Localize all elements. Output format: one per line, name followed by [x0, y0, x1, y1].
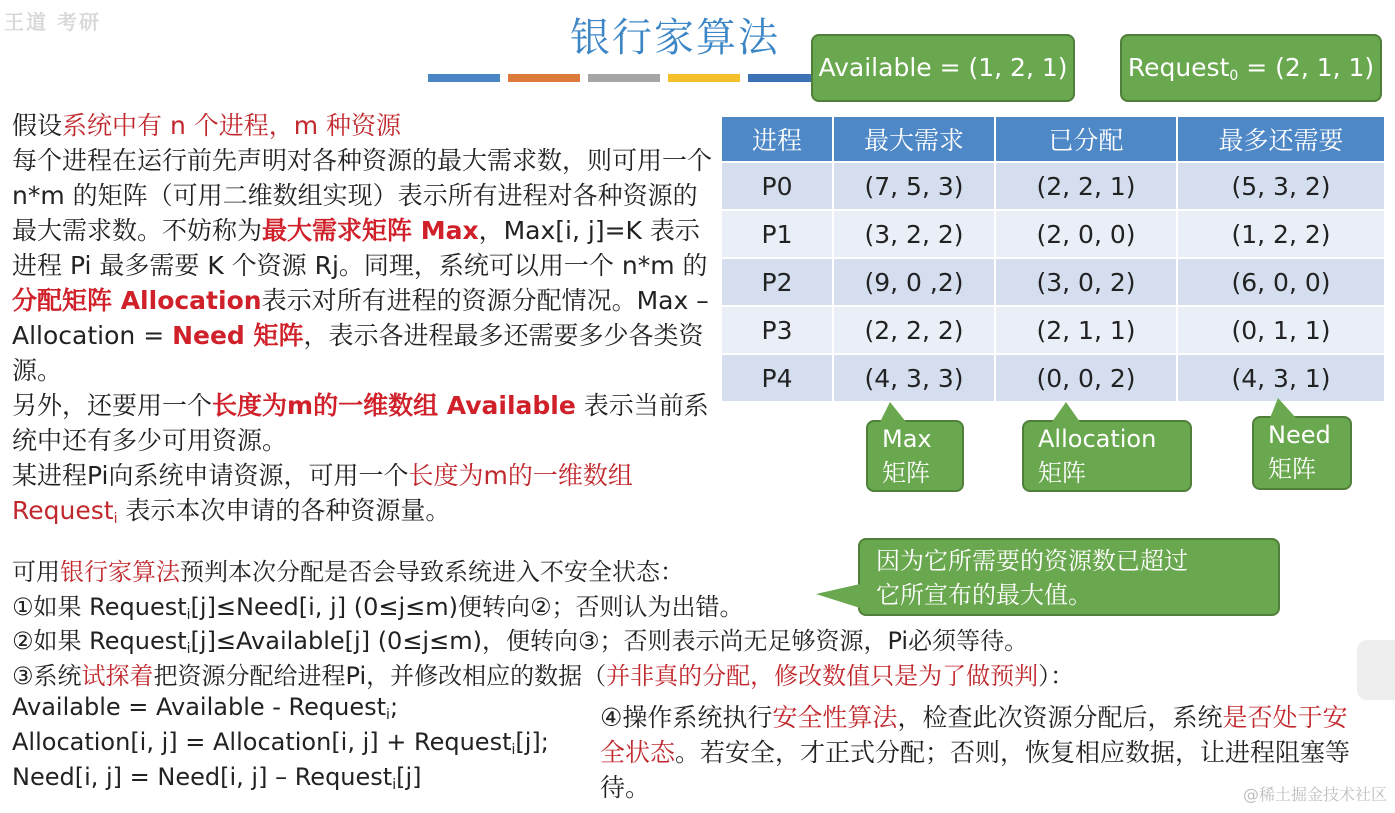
- intro-paragraph: [12, 108, 712, 537]
- para-line-3: [12, 388, 712, 458]
- para-2d: 分配矩阵 Allocation: [12, 286, 262, 315]
- para-2a: 每个进程在运行前先声明对各种资源的最大需求数，则可用一个 n*m 的矩阵（可用二维数组实现）表示所有进程对各种资源的最大需求数。不妨称为: [12, 146, 713, 245]
- header-allocated: 已分配: [995, 117, 1177, 162]
- cell-process: P3: [722, 306, 833, 354]
- alloc-callout-line2: 矩阵: [1038, 459, 1086, 487]
- formula-1a: Available = Available - Request: [12, 693, 387, 721]
- cell-max: (2, 2, 2): [833, 306, 995, 354]
- step-4e: 。若安全，才正式分配；否则，恢复相应数据，让进程阻塞等待。: [600, 738, 1351, 802]
- table-row: [722, 354, 1385, 401]
- table-row: [722, 258, 1385, 306]
- cell-need: (0, 1, 1): [1177, 306, 1385, 354]
- table-row: [722, 306, 1385, 354]
- step-3b: 试探着: [81, 662, 154, 690]
- reason-line-2: 它所宣布的最大值。: [876, 581, 1092, 609]
- watermark: @稀土掘金技术社区: [1242, 785, 1387, 804]
- para-2c: ，Max[i, j]=K 表示进程 Pi 最多需要 K 个资源 Rj。同理，系统可以用一个 n*m 的: [12, 216, 708, 280]
- available-callout: [811, 34, 1075, 102]
- formula-available: [12, 693, 398, 723]
- para-4a: 某进程Pi向系统申请资源，可用一个: [12, 461, 409, 490]
- callout-pointer: [880, 402, 906, 422]
- steps-intro: [12, 552, 684, 587]
- para-3a: 另外，还要用一个: [12, 391, 213, 420]
- para-4b-sub: i: [113, 511, 118, 527]
- cell-max: (7, 5, 3): [833, 162, 995, 210]
- cell-allocated: (2, 0, 0): [995, 210, 1177, 258]
- cell-need: (6, 0, 0): [1177, 258, 1385, 306]
- need-callout-line1: Need: [1268, 421, 1331, 449]
- cell-allocated: (2, 2, 1): [995, 162, 1177, 210]
- request-callout-suffix: = (2, 1, 1): [1238, 53, 1375, 82]
- header-need: 最多还需要: [1177, 117, 1385, 162]
- formula-3-sub: i: [392, 777, 397, 793]
- resource-table: [722, 117, 1386, 401]
- step-3e: ）：: [1038, 662, 1075, 690]
- need-matrix-callout: [1252, 416, 1352, 490]
- page-title: 银行家算法: [570, 15, 780, 61]
- cell-process: P1: [722, 210, 833, 258]
- underline-bar: [668, 74, 740, 82]
- callout-pointer: [1052, 402, 1080, 422]
- formula-2-sub: i: [511, 742, 516, 758]
- para-2b: 最大需求矩阵 Max: [262, 216, 479, 245]
- cell-need: (5, 3, 2): [1177, 162, 1385, 210]
- step-4d: 是否处于安全状态: [600, 703, 1348, 767]
- formula-3b: [j]: [396, 763, 422, 791]
- formula-need: [12, 763, 422, 793]
- step-3d: 并非真的分配，修改数值只是为了做预判: [606, 662, 1039, 690]
- reason-callout: [858, 538, 1280, 616]
- step-2b: [j]≤Available[j] (0≤j≤m)，便转向③；否则表示尚无足够资源，Pi必须等待。: [190, 627, 1029, 655]
- need-callout-line2: 矩阵: [1268, 455, 1316, 483]
- step-4a: ④操作系统执行: [600, 703, 773, 732]
- cell-allocated: (0, 0, 2): [995, 354, 1177, 401]
- steps-intro-a: 可用: [12, 558, 60, 586]
- step-3: [12, 656, 1074, 691]
- step-1: [12, 587, 743, 623]
- step-4c: ，检查此次资源分配后，系统: [897, 703, 1223, 732]
- available-callout-text: Available = (1, 2, 1): [818, 53, 1068, 82]
- callout-pointer: [1270, 398, 1296, 418]
- cell-max: (4, 3, 3): [833, 354, 995, 401]
- callout-pointer: [816, 584, 860, 608]
- table-row: [722, 210, 1385, 258]
- para-3b: 长度为m的一维数组 Available: [212, 391, 576, 420]
- request-callout-prefix: Request: [1127, 53, 1230, 82]
- step-2a: ②如果 Request: [12, 627, 187, 655]
- step-2-sub: i: [186, 641, 191, 657]
- formula-3a: Need[i, j] = Need[i, j] – Request: [12, 763, 393, 791]
- cell-process: P4: [722, 354, 833, 401]
- underline-bar: [508, 74, 580, 82]
- steps-intro-b: 银行家算法: [60, 558, 180, 586]
- request-callout: [1120, 34, 1382, 102]
- max-callout-line2: 矩阵: [882, 459, 930, 487]
- para-line-1: [12, 108, 712, 143]
- max-callout-line1: Max: [882, 425, 932, 453]
- table-header-row: [722, 117, 1385, 162]
- header-process: 进程: [722, 117, 833, 162]
- para-2f: Need 矩阵: [172, 321, 304, 350]
- step-3a: ③系统: [12, 662, 82, 690]
- formula-allocation: [12, 728, 549, 758]
- para-4b: 长度为m的一维数组 Request: [12, 461, 633, 525]
- formula-2b: [j];: [515, 728, 549, 756]
- cell-allocated: (3, 0, 2): [995, 258, 1177, 306]
- steps-intro-c: 预判本次分配是否会导致系统进入不安全状态：: [180, 558, 684, 586]
- max-matrix-callout: [866, 420, 964, 492]
- alloc-callout-line1: Allocation: [1038, 425, 1157, 453]
- underline-bar: [748, 74, 820, 82]
- cell-max: (3, 2, 2): [833, 210, 995, 258]
- logo-text: 王道 考研: [4, 10, 101, 34]
- step-1a: ①如果 Request: [12, 593, 187, 621]
- step-2: [12, 621, 1028, 657]
- cell-max: (9, 0 ,2): [833, 258, 995, 306]
- reason-line-1: 因为它所需要的资源数已超过: [876, 547, 1188, 575]
- header-max: 最大需求: [833, 117, 995, 162]
- formula-2a: Allocation[i, j] = Allocation[i, j] + Request: [12, 728, 512, 756]
- para-1a: 假设: [12, 111, 63, 140]
- cell-allocated: (2, 1, 1): [995, 306, 1177, 354]
- para-3c: 表示当前系统中还有多少可用资源。: [12, 391, 709, 455]
- table-row: [722, 162, 1385, 210]
- cell-need: (4, 3, 1): [1177, 354, 1385, 401]
- formula-1b: ;: [389, 693, 399, 721]
- para-line-4: [12, 458, 712, 537]
- para-line-2: [12, 143, 712, 388]
- underline-bar: [588, 74, 660, 82]
- step-4b: 安全性算法: [772, 703, 898, 732]
- formula-1-sub: i: [386, 707, 390, 723]
- allocation-matrix-callout: [1022, 420, 1192, 492]
- para-2e: 表示对所有进程的资源分配情况。Max – Allocation =: [12, 286, 709, 350]
- para-2g: ，表示各进程最多还需要多少各类资源。: [12, 321, 704, 385]
- step-1b: [j]≤Need[i, j] (0≤j≤m)便转向②；否则认为出错。: [190, 593, 744, 621]
- step-1-sub: i: [186, 607, 191, 623]
- para-4c: 表示本次申请的各种资源量。: [117, 496, 451, 525]
- underline-bar: [428, 74, 500, 82]
- step-3c: 把资源分配给进程Pi，并修改相应的数据（: [153, 662, 607, 690]
- cell-process: P0: [722, 162, 833, 210]
- cell-process: P2: [722, 258, 833, 306]
- request-callout-sub: 0: [1229, 68, 1239, 84]
- side-scroll-handle[interactable]: [1357, 640, 1395, 700]
- para-1b: 系统中有 n 个进程，m 种资源: [62, 111, 402, 140]
- cell-need: (1, 2, 2): [1177, 210, 1385, 258]
